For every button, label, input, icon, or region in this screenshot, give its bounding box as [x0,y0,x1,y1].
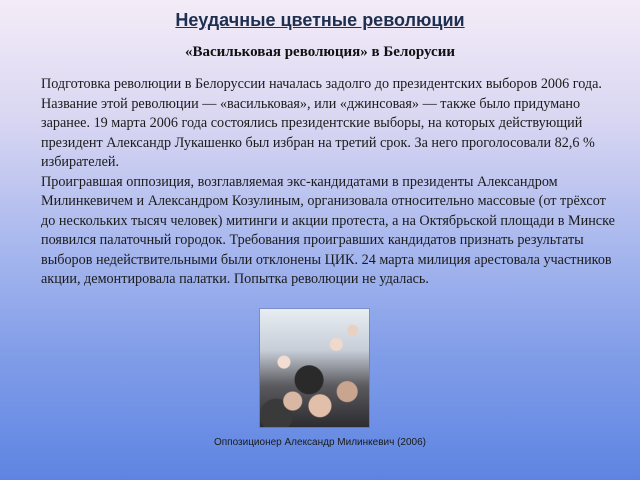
protest-crowd-photo [260,309,369,427]
paragraph-preparation: Подготовка революции в Белоруссии началась задолго до президентских выборов 2006 года. Название этой революции — «васильковая», или «джинсовая» — также было придумано заранее. 19 марта 2006 года состоялись президентские выборы, на которых действующий президент Александр Лукашенко был избран на третий срок. За него проголосовали 82,6 % избирателей. [41,76,602,170]
slide-title: Неудачные цветные революции [175,10,465,30]
paragraph-opposition: Проигравшая оппозиция, возглавляемая экс-кандидатами в президенты Александром Милинкевичем и Александром Козулиным, организовала относительно массовые (от трёхсот до нескольких тысяч человек) митинги и акции протеста, а на Октябрьской площади в Минске появился палаточный городок. Требования проигравших кандидатов признать результаты выборов недействительными были отклонены ЦИК. 24 марта милиция арестовала участников акции, демонтировала палатки. Попытка революции не удалась. [41,173,615,287]
slide-subtitle: «Васильковая революция» в Белорусии [185,44,455,60]
photo-caption: Оппозиционер Александр Милинкевич (2006) [213,437,427,448]
slide-body [41,75,619,290]
